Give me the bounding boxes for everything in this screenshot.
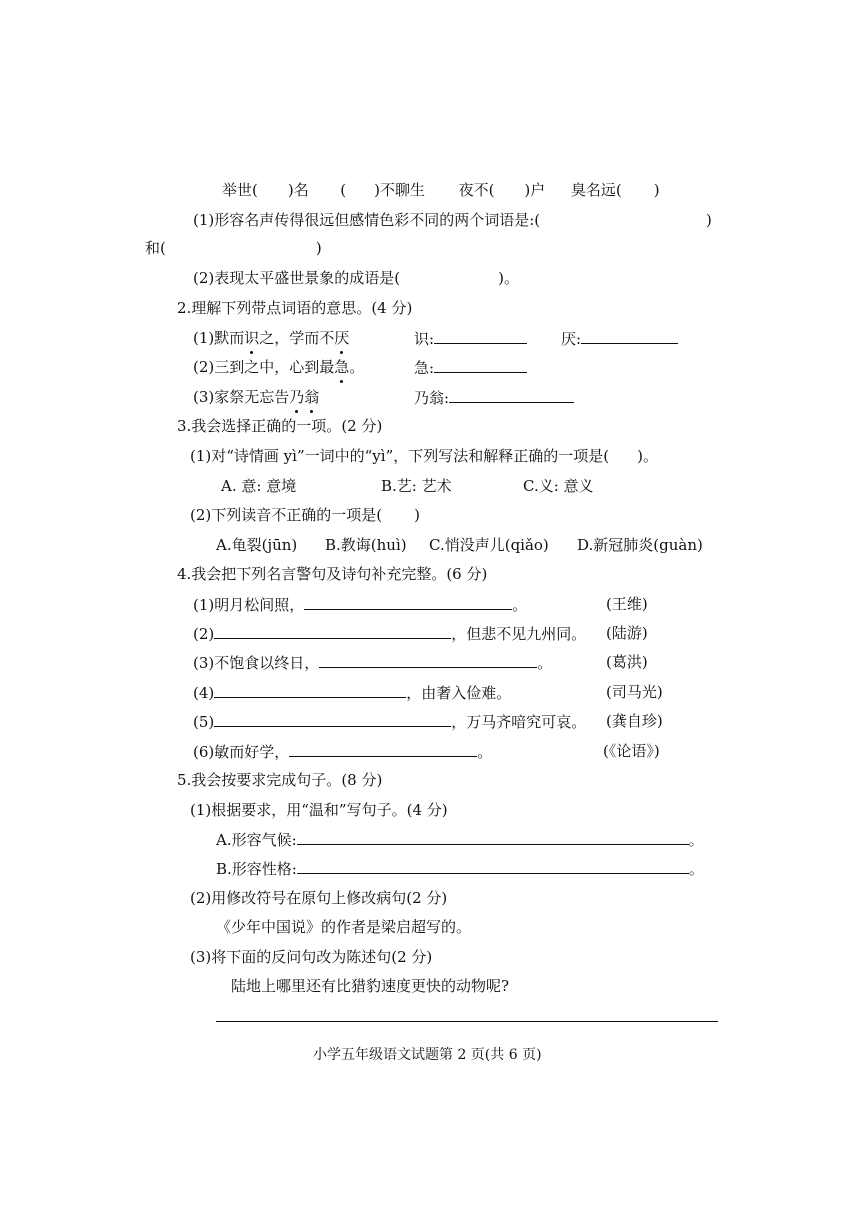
q2-title: 2.理解下列带点词语的意思。(4 分) bbox=[177, 299, 413, 317]
q4-5-pre: (5) bbox=[193, 713, 215, 731]
q3-option-b: B.艺: 艺术 bbox=[381, 477, 452, 495]
q3-title: 3.我会选择正确的一项。(2 分) bbox=[177, 417, 383, 435]
q2-2-post: 。 bbox=[349, 358, 365, 376]
q4-author-2: (陆游) bbox=[606, 624, 648, 642]
answer-blank[interactable] bbox=[297, 858, 689, 874]
q5-sub3-sentence: 陆地上哪里还有比猎豹速度更快的动物呢? bbox=[231, 977, 510, 995]
q3-pinyin-a: A.龟裂(jūn) bbox=[216, 536, 298, 554]
answer-blank[interactable] bbox=[297, 829, 689, 845]
answer-blank[interactable] bbox=[434, 357, 527, 373]
q4-2-pre: (2) bbox=[193, 625, 215, 643]
answer-blank[interactable] bbox=[214, 623, 451, 639]
q3-pinyin-c: C.悄没声儿(qiǎo) bbox=[429, 536, 549, 554]
q2-1-label-a: 识: bbox=[414, 330, 435, 348]
answer-line[interactable] bbox=[216, 1021, 718, 1022]
q2-item-3 bbox=[193, 387, 319, 407]
q4-author-3: (葛洪) bbox=[606, 653, 648, 671]
q4-2-post: ，但悲不见九州同。 bbox=[451, 625, 587, 643]
q2-answer-3 bbox=[414, 387, 574, 408]
q4-author-5: (龚自珍) bbox=[606, 712, 663, 730]
dotted-word: 急 bbox=[334, 358, 350, 376]
q3-option-c: C.义: 意义 bbox=[523, 477, 594, 495]
q5-sub1-a bbox=[216, 829, 704, 850]
q2-2-label: 急: bbox=[414, 359, 435, 377]
q5-sub1-b bbox=[216, 858, 704, 879]
q5-sub1: (1)根据要求，用“温和”写句子。(4 分) bbox=[190, 801, 448, 819]
q1-sub1-and bbox=[145, 238, 322, 258]
q4-3-post: 。 bbox=[537, 654, 553, 672]
dotted-word: 翁 bbox=[304, 388, 320, 406]
idiom-2: ( bbox=[340, 181, 347, 199]
q2-item-1 bbox=[193, 328, 349, 348]
q2-answer-2 bbox=[414, 357, 527, 378]
q4-5-post: ，万马齐喑究可哀。 bbox=[451, 713, 587, 731]
q1-sub2 bbox=[193, 268, 519, 288]
idiom-row bbox=[222, 180, 660, 200]
q2-3-pre: (3)家祭无忘告 bbox=[193, 388, 290, 406]
q2-1-pre: (1)默而 bbox=[193, 329, 245, 347]
q4-item-4 bbox=[193, 682, 511, 703]
q1-and-text: 和( bbox=[145, 239, 166, 257]
q5-a-label: A.形容气候: bbox=[216, 831, 297, 849]
q1-sub1 bbox=[193, 210, 540, 230]
q1-sub2-text: (2)表现太平盛世景象的成语是( bbox=[193, 269, 401, 287]
q5-b-label: B.形容性格: bbox=[216, 860, 297, 878]
idiom-3-end: )户 bbox=[524, 181, 546, 199]
answer-blank[interactable] bbox=[449, 387, 574, 403]
q4-item-5 bbox=[193, 711, 586, 732]
page-footer: 小学五年级语文试题第 2 页(共 6 页) bbox=[313, 1047, 542, 1063]
answer-blank[interactable] bbox=[214, 711, 451, 727]
idiom-1-end: )名 bbox=[287, 181, 309, 199]
q2-1-mid: 之，学而不 bbox=[259, 329, 335, 347]
q3-sub2-text: (2)下列读音不正确的一项是( bbox=[190, 506, 383, 524]
dotted-word: 厌 bbox=[334, 329, 350, 347]
idiom-1: 举世( bbox=[222, 181, 258, 199]
q3-sub2 bbox=[190, 505, 420, 525]
q5-b-end: 。 bbox=[688, 860, 704, 878]
q4-4-post: ，由奢入俭难。 bbox=[406, 684, 512, 702]
q3-option-a: A. 意: 意境 bbox=[221, 477, 297, 495]
q2-3-label: 乃翁: bbox=[414, 389, 450, 407]
idiom-2-end: )不聊生 bbox=[374, 181, 425, 199]
answer-blank[interactable] bbox=[289, 741, 477, 757]
answer-blank[interactable] bbox=[304, 594, 512, 610]
q4-author-4: (司马光) bbox=[606, 683, 663, 701]
q3-sub1-close: )。 bbox=[637, 447, 658, 465]
q3-sub1 bbox=[190, 446, 658, 466]
q2-1-label-b: 厌: bbox=[561, 330, 582, 348]
q3-sub1-text: (1)对“诗情画 yì”一词中的“yì”，下列写法和解释正确的一项是( bbox=[190, 447, 610, 465]
q3-pinyin-b: B.教诲(huì) bbox=[325, 536, 407, 554]
answer-blank[interactable] bbox=[434, 328, 527, 344]
q4-author-6: (《论语》) bbox=[603, 742, 660, 760]
q1-sub1-text: (1)形容名声传得很远但感情色彩不同的两个词语是:( bbox=[193, 211, 541, 229]
q1-and-close: ) bbox=[315, 239, 322, 257]
answer-blank[interactable] bbox=[319, 652, 537, 668]
q4-1-post: 。 bbox=[512, 596, 528, 614]
idiom-4: 臭名远( bbox=[570, 181, 622, 199]
dotted-word: 识 bbox=[244, 329, 260, 347]
q2-answer-1b bbox=[561, 328, 678, 349]
q4-item-1 bbox=[193, 594, 527, 615]
q2-2-pre: (2)三到之中，心到最 bbox=[193, 358, 335, 376]
idiom-3: 夜不( bbox=[458, 181, 495, 199]
q4-6-post: 。 bbox=[477, 743, 493, 761]
q2-answer-1a bbox=[414, 328, 527, 349]
q4-item-2 bbox=[193, 623, 586, 644]
dotted-word: 乃 bbox=[289, 388, 305, 406]
q4-6-pre: (6)敏而好学， bbox=[193, 743, 290, 761]
q5-title: 5.我会按要求完成句子。(8 分) bbox=[177, 771, 383, 789]
q4-author-1: (王维) bbox=[606, 595, 648, 613]
idiom-4-end: ) bbox=[653, 181, 660, 199]
q4-title: 4.我会把下列名言警句及诗句补充完整。(6 分) bbox=[177, 565, 488, 583]
q3-pinyin-d: D.新冠肺炎(guàn) bbox=[577, 536, 703, 554]
answer-blank[interactable] bbox=[581, 328, 678, 344]
q1-sub1-close: ) bbox=[706, 211, 712, 229]
q5-a-end: 。 bbox=[688, 831, 704, 849]
q1-sub2-close: )。 bbox=[498, 269, 519, 287]
q4-4-pre: (4) bbox=[193, 684, 215, 702]
q5-sub3: (3)将下面的反问句改为陈述句(2 分) bbox=[190, 948, 433, 966]
q4-item-3 bbox=[193, 652, 552, 673]
q5-sub2: (2)用修改符号在原句上修改病句(2 分) bbox=[190, 889, 448, 907]
q5-sub2-sentence: 《少年中国说》的作者是梁启超写的。 bbox=[216, 918, 472, 936]
q4-item-6 bbox=[193, 741, 492, 762]
q3-sub2-close: ) bbox=[414, 506, 420, 524]
q4-1-pre: (1)明月松间照， bbox=[193, 596, 305, 614]
q2-item-2 bbox=[193, 357, 364, 377]
answer-blank[interactable] bbox=[214, 682, 406, 698]
q4-3-pre: (3)不饱食以终日， bbox=[193, 654, 320, 672]
